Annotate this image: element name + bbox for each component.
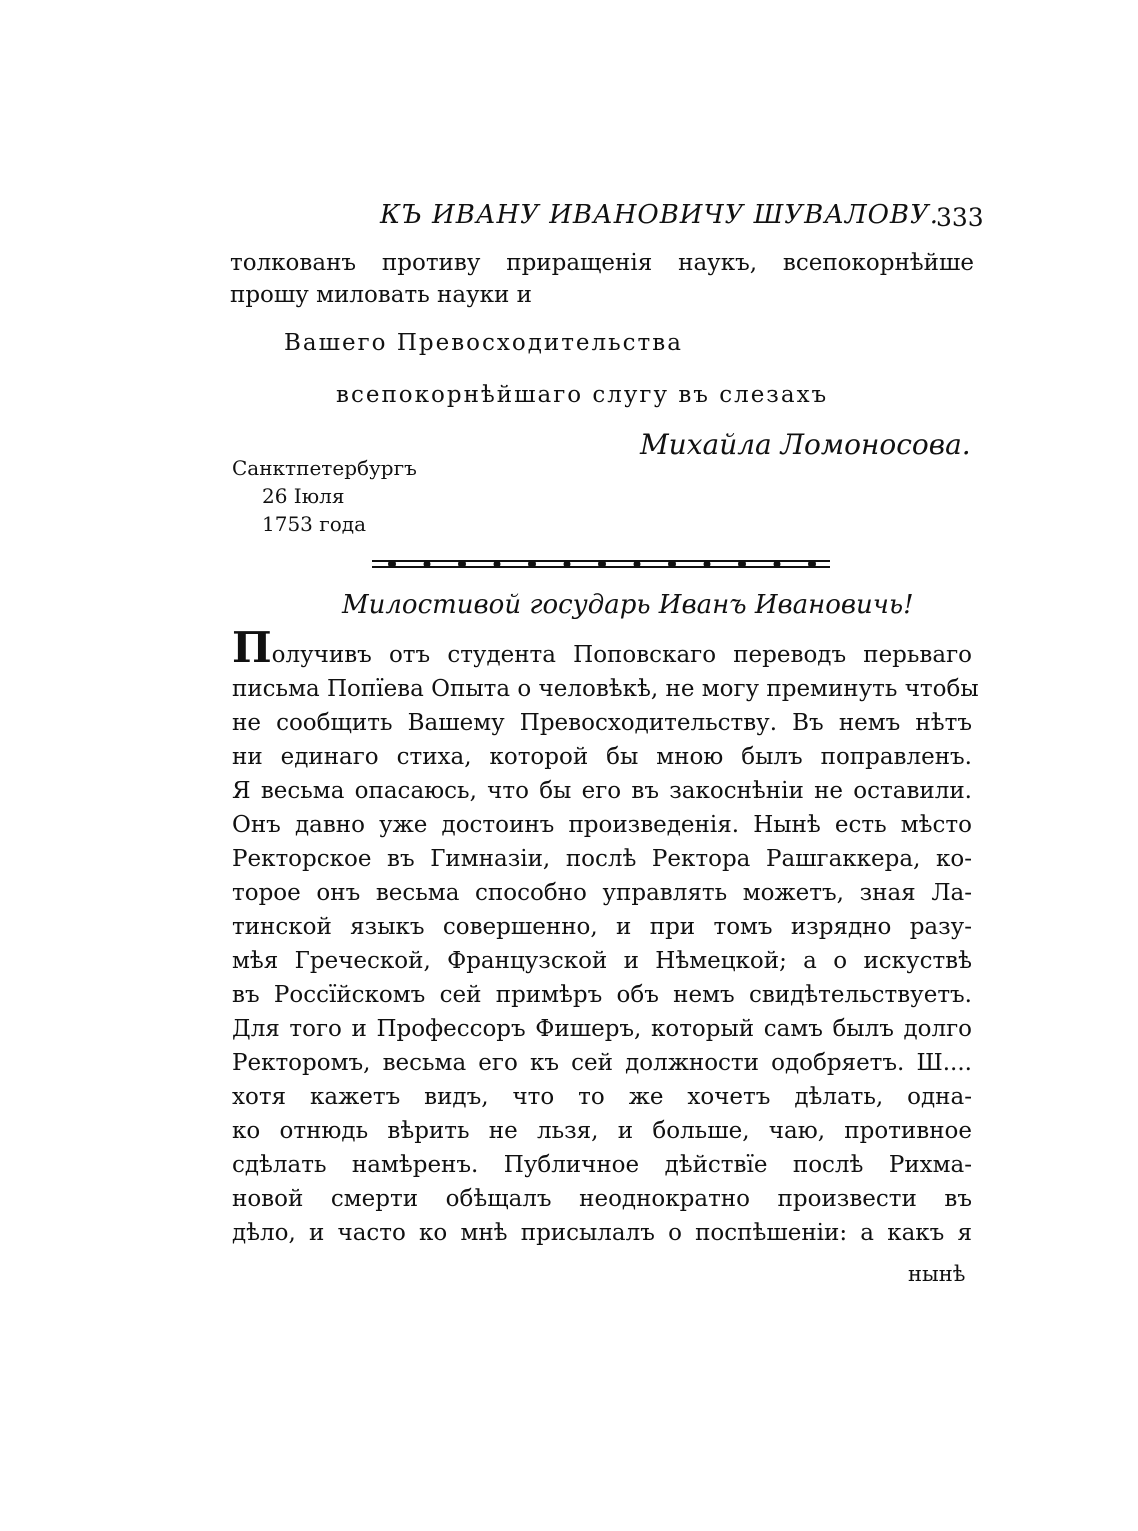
- place-line: Санктпетербургъ: [232, 456, 417, 480]
- running-head: КЪ ИВАНУ ИВАНОВИЧУ ШУВАЛОВУ.: [380, 200, 940, 230]
- date-line: 26 Іюля: [262, 484, 345, 508]
- page-number: 333: [936, 203, 984, 232]
- text-line: Онъ давно уже достоинъ произведенія. Нынѣ есть мѣсто: [232, 812, 972, 838]
- closing-line: всепокорнѣйшаго слугу въ слезахъ: [336, 382, 829, 408]
- text-line: Для того и Профессоръ Фишеръ, который самъ былъ долго: [232, 1016, 972, 1042]
- text-line: не сообщить Вашему Превосходительству. Въ немъ нѣтъ: [232, 710, 972, 736]
- text-line: новой смерти обѣщалъ неоднократно произвести въ: [232, 1186, 972, 1212]
- text-line: мѣя Греческой, Французской и Нѣмецкой; а о искуствѣ: [232, 948, 972, 974]
- text-line: ни единаго стиха, которой бы мною былъ поправленъ.: [232, 744, 972, 770]
- year-line: 1753 года: [262, 512, 367, 536]
- text-line: торое онъ весьма способно управлять можетъ, зная Ла-: [232, 880, 972, 906]
- signature: Михайла Ломоносова.: [640, 428, 971, 461]
- text-line: тинской языкъ совершенно, и при томъ изрядно разу-: [232, 914, 972, 940]
- text-line: дѣло, и часто ко мнѣ присылалъ о поспѣшеніи: а какъ я: [232, 1220, 972, 1246]
- text-line: Ректоромъ, весьма его къ сей должности одобряетъ. Ш....: [232, 1050, 972, 1076]
- closing-line: Вашего Превосходительства: [284, 330, 683, 356]
- text-line: письма Попїева Опыта о человѣкѣ, не могу преминуть чтобы: [232, 676, 979, 702]
- catchword: нынѣ: [908, 1262, 966, 1286]
- salutation: Милостивой государь Иванъ Ивановичь!: [342, 590, 914, 620]
- text-line: въ Россїйскомъ сей примѣръ объ немъ свидѣтельствуетъ.: [232, 982, 972, 1008]
- text-line: Я весьма опасаюсь, что бы его въ закоснѣніи не оставили.: [232, 778, 972, 804]
- text-line: толкованъ противу приращенія наукъ, всепокорнѣйше: [230, 250, 974, 276]
- text-line: прошу миловать науки и: [230, 282, 532, 308]
- drop-capital: П: [232, 623, 272, 672]
- text-line: Ректорское въ Гимназіи, послѣ Ректора Рашгаккера, ко-: [232, 846, 972, 872]
- ornamental-divider: [372, 554, 830, 574]
- first-line-text: олучивъ отъ студента Поповскаго переводъ перьваго: [271, 642, 972, 668]
- text-line: ко отнюдь вѣрить не льзя, и больше, чаю, противное: [232, 1118, 972, 1144]
- text-line: сдѣлать намѣренъ. Публичное дѣйствїе послѣ Рихма-: [232, 1152, 972, 1178]
- text-line: хотя кажетъ видъ, что то же хочетъ дѣлать, одна-: [232, 1084, 972, 1110]
- first-line: [232, 623, 972, 672]
